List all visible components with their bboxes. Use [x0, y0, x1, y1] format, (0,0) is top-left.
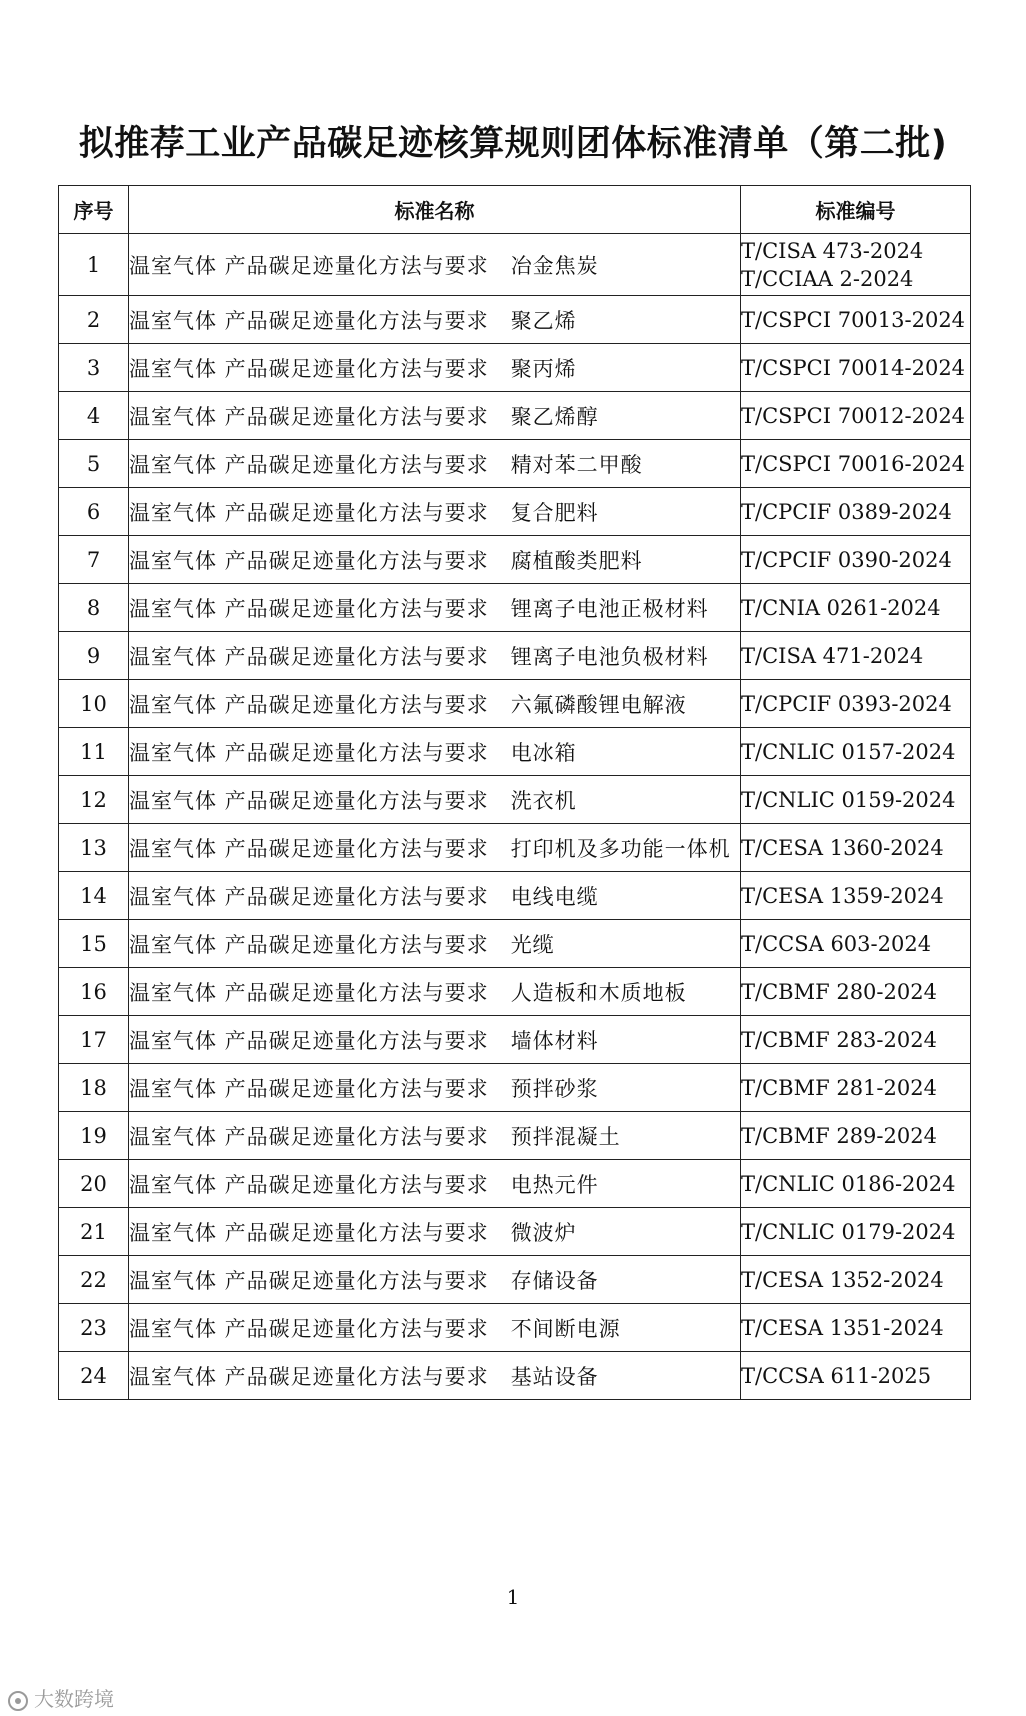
- brand-logo-icon: [8, 1691, 28, 1711]
- table-row: [59, 1064, 971, 1112]
- document-title: 拟推荐工业产品碳足迹核算规则团体标准清单（第二批): [78, 124, 948, 164]
- standard-product: 电冰箱: [510, 740, 577, 765]
- standard-name: [129, 1160, 741, 1208]
- standard-product: 电热元件: [510, 1172, 599, 1197]
- table-row: [59, 1304, 971, 1352]
- standard-product: 锂离子电池正极材料: [510, 596, 709, 621]
- table-row: [59, 872, 971, 920]
- page-number: 1: [506, 1585, 520, 1609]
- standard-code-line: T/CNLIC 0159-2024: [741, 787, 956, 812]
- standard-name: [129, 920, 741, 968]
- standard-name-prefix: 温室气体 产品碳足迹量化方法与要求: [129, 644, 489, 669]
- standard-product: 人造板和木质地板: [510, 980, 687, 1005]
- standard-name: [129, 488, 741, 536]
- row-number: 16: [59, 968, 129, 1016]
- standard-name: [129, 296, 741, 344]
- row-number: 4: [59, 392, 129, 440]
- table-row: [59, 824, 971, 872]
- standard-name-prefix: 温室气体 产品碳足迹量化方法与要求: [129, 692, 489, 717]
- row-number: 8: [59, 584, 129, 632]
- row-number: 7: [59, 536, 129, 584]
- standard-name-prefix: 温室气体 产品碳足迹量化方法与要求: [129, 404, 489, 429]
- row-number: 1: [59, 234, 129, 296]
- standard-name: [129, 584, 741, 632]
- standard-name: [129, 968, 741, 1016]
- standard-code-line: T/CBMF 281-2024: [741, 1075, 937, 1100]
- standard-code-line: T/CCIAA 2-2024: [741, 266, 914, 291]
- standard-name: [129, 1352, 741, 1400]
- standard-product: 微波炉: [510, 1220, 577, 1245]
- standard-product: 预拌混凝土: [510, 1124, 621, 1149]
- watermark-text: 大数跨境: [34, 1687, 114, 1711]
- standard-name: [129, 632, 741, 680]
- standard-name-prefix: 温室气体 产品碳足迹量化方法与要求: [129, 740, 489, 765]
- standard-product: 六氟磷酸锂电解液: [510, 692, 687, 717]
- standard-product: 电线电缆: [510, 884, 599, 909]
- standard-code-line: T/CNLIC 0157-2024: [741, 739, 956, 764]
- row-number: 12: [59, 776, 129, 824]
- table-row: [59, 392, 971, 440]
- standard-product: 打印机及多功能一体机: [510, 836, 731, 861]
- standard-code: [741, 1304, 971, 1352]
- standard-code: [741, 234, 971, 296]
- row-number: 5: [59, 440, 129, 488]
- standard-code-line: T/CBMF 280-2024: [741, 979, 937, 1004]
- row-number: 6: [59, 488, 129, 536]
- standard-product: 洗衣机: [510, 788, 577, 813]
- standard-code: [741, 1352, 971, 1400]
- standard-name: [129, 234, 741, 296]
- table-row: [59, 632, 971, 680]
- table-row: [59, 1256, 971, 1304]
- standard-code: [741, 488, 971, 536]
- standard-name: [129, 1208, 741, 1256]
- row-number: 10: [59, 680, 129, 728]
- standard-name-prefix: 温室气体 产品碳足迹量化方法与要求: [129, 1220, 489, 1245]
- standard-code: [741, 968, 971, 1016]
- standard-code: [741, 824, 971, 872]
- standard-code: [741, 584, 971, 632]
- table-row: [59, 344, 971, 392]
- standard-code-line: T/CESA 1359-2024: [741, 883, 944, 908]
- standard-name: [129, 1016, 741, 1064]
- standard-code-line: T/CCSA 603-2024: [741, 931, 932, 956]
- row-number: 20: [59, 1160, 129, 1208]
- standard-product: 聚丙烯: [510, 356, 577, 381]
- standard-code-line: T/CSPCI 70014-2024: [741, 355, 966, 380]
- standard-name-prefix: 温室气体 产品碳足迹量化方法与要求: [129, 932, 489, 957]
- table-row: [59, 1016, 971, 1064]
- standard-code-line: T/CESA 1352-2024: [741, 1267, 944, 1292]
- standard-code: [741, 632, 971, 680]
- standard-name-prefix: 温室气体 产品碳足迹量化方法与要求: [129, 548, 489, 573]
- standard-code-line: T/CNLIC 0186-2024: [741, 1171, 956, 1196]
- standard-product: 光缆: [510, 932, 555, 957]
- standard-code-line: T/CCSA 611-2025: [741, 1363, 932, 1388]
- table-row: [59, 1208, 971, 1256]
- row-number: 14: [59, 872, 129, 920]
- row-number: 11: [59, 728, 129, 776]
- standard-code-line: T/CISA 471-2024: [741, 643, 924, 668]
- standard-name: [129, 392, 741, 440]
- standard-code: [741, 1112, 971, 1160]
- table-row: [59, 536, 971, 584]
- row-number: 23: [59, 1304, 129, 1352]
- standard-code-line: T/CSPCI 70016-2024: [741, 451, 966, 476]
- row-number: 21: [59, 1208, 129, 1256]
- standard-product: 复合肥料: [510, 500, 599, 525]
- standard-name: [129, 1064, 741, 1112]
- standard-name: [129, 536, 741, 584]
- table-body: [59, 234, 971, 1400]
- table-header-row: [59, 186, 971, 234]
- standard-name-prefix: 温室气体 产品碳足迹量化方法与要求: [129, 836, 489, 861]
- standard-code-line: T/CESA 1360-2024: [741, 835, 944, 860]
- header-code: 标准编号: [741, 186, 971, 234]
- standard-code: [741, 680, 971, 728]
- standard-name: [129, 872, 741, 920]
- standard-name-prefix: 温室气体 产品碳足迹量化方法与要求: [129, 788, 489, 813]
- standard-name: [129, 680, 741, 728]
- standard-name-prefix: 温室气体 产品碳足迹量化方法与要求: [129, 253, 489, 278]
- standard-product: 不间断电源: [510, 1316, 621, 1341]
- standard-name-prefix: 温室气体 产品碳足迹量化方法与要求: [129, 500, 489, 525]
- standard-code-line: T/CPCIF 0390-2024: [741, 547, 952, 572]
- standard-product: 聚乙烯: [510, 308, 577, 333]
- standard-name: [129, 728, 741, 776]
- standard-code: [741, 920, 971, 968]
- standard-name-prefix: 温室气体 产品碳足迹量化方法与要求: [129, 452, 489, 477]
- standard-name: [129, 1304, 741, 1352]
- standard-code-line: T/CBMF 289-2024: [741, 1123, 937, 1148]
- standard-code: [741, 1208, 971, 1256]
- standard-code: [741, 1064, 971, 1112]
- standard-product: 聚乙烯醇: [510, 404, 599, 429]
- standard-code: [741, 872, 971, 920]
- row-number: 15: [59, 920, 129, 968]
- standard-product: 墙体材料: [510, 1028, 599, 1053]
- table-row: [59, 1112, 971, 1160]
- standard-code: [741, 296, 971, 344]
- row-number: 22: [59, 1256, 129, 1304]
- standard-name-prefix: 温室气体 产品碳足迹量化方法与要求: [129, 596, 489, 621]
- standard-code-line: T/CPCIF 0393-2024: [741, 691, 952, 716]
- standard-code-line: T/CPCIF 0389-2024: [741, 499, 952, 524]
- row-number: 13: [59, 824, 129, 872]
- standard-code-line: T/CBMF 283-2024: [741, 1027, 937, 1052]
- standard-product: 基站设备: [510, 1364, 599, 1389]
- standard-product: 精对苯二甲酸: [510, 452, 643, 477]
- standard-name: [129, 440, 741, 488]
- row-number: 17: [59, 1016, 129, 1064]
- standard-product: 锂离子电池负极材料: [510, 644, 709, 669]
- header-name: 标准名称: [129, 186, 741, 234]
- row-number: 9: [59, 632, 129, 680]
- table-row: [59, 680, 971, 728]
- standard-code: [741, 1160, 971, 1208]
- standard-name-prefix: 温室气体 产品碳足迹量化方法与要求: [129, 1268, 489, 1293]
- standard-product: 存储设备: [510, 1268, 599, 1293]
- row-number: 19: [59, 1112, 129, 1160]
- standard-code: [741, 1256, 971, 1304]
- row-number: 24: [59, 1352, 129, 1400]
- standard-code: [741, 392, 971, 440]
- standard-code-line: T/CSPCI 70012-2024: [741, 403, 966, 428]
- standard-name-prefix: 温室气体 产品碳足迹量化方法与要求: [129, 1364, 489, 1389]
- table-row: [59, 296, 971, 344]
- row-number: 18: [59, 1064, 129, 1112]
- standard-code: [741, 776, 971, 824]
- table-row: [59, 584, 971, 632]
- standard-name: [129, 824, 741, 872]
- table-row: [59, 234, 971, 296]
- standard-name-prefix: 温室气体 产品碳足迹量化方法与要求: [129, 356, 489, 381]
- table-row: [59, 1352, 971, 1400]
- table-row: [59, 440, 971, 488]
- standard-code-line: T/CESA 1351-2024: [741, 1315, 944, 1340]
- row-number: 3: [59, 344, 129, 392]
- standard-name: [129, 1112, 741, 1160]
- table-row: [59, 920, 971, 968]
- standard-code: [741, 728, 971, 776]
- standard-code-line: T/CNIA 0261-2024: [741, 595, 941, 620]
- standard-code: [741, 440, 971, 488]
- watermark: [8, 1683, 114, 1712]
- standard-code-line: T/CNLIC 0179-2024: [741, 1219, 956, 1244]
- standard-code-line: T/CISA 473-2024: [741, 238, 924, 263]
- table-row: [59, 488, 971, 536]
- standard-name-prefix: 温室气体 产品碳足迹量化方法与要求: [129, 1124, 489, 1149]
- row-number: 2: [59, 296, 129, 344]
- standard-name-prefix: 温室气体 产品碳足迹量化方法与要求: [129, 1316, 489, 1341]
- standard-name-prefix: 温室气体 产品碳足迹量化方法与要求: [129, 1028, 489, 1053]
- standard-name: [129, 344, 741, 392]
- standard-code: [741, 1016, 971, 1064]
- standard-name: [129, 1256, 741, 1304]
- standards-table: [58, 185, 971, 1400]
- standard-name-prefix: 温室气体 产品碳足迹量化方法与要求: [129, 308, 489, 333]
- standard-code: [741, 344, 971, 392]
- standard-name-prefix: 温室气体 产品碳足迹量化方法与要求: [129, 884, 489, 909]
- standard-code: [741, 536, 971, 584]
- standard-name-prefix: 温室气体 产品碳足迹量化方法与要求: [129, 1076, 489, 1101]
- standard-name-prefix: 温室气体 产品碳足迹量化方法与要求: [129, 980, 489, 1005]
- standard-name: [129, 776, 741, 824]
- standard-product: 冶金焦炭: [510, 253, 599, 278]
- table-row: [59, 776, 971, 824]
- standard-product: 腐植酸类肥料: [510, 548, 643, 573]
- table-row: [59, 1160, 971, 1208]
- standard-code-line: T/CSPCI 70013-2024: [741, 307, 966, 332]
- header-no: 序号: [59, 186, 129, 234]
- table-row: [59, 968, 971, 1016]
- table-row: [59, 728, 971, 776]
- standard-product: 预拌砂浆: [510, 1076, 599, 1101]
- standard-name-prefix: 温室气体 产品碳足迹量化方法与要求: [129, 1172, 489, 1197]
